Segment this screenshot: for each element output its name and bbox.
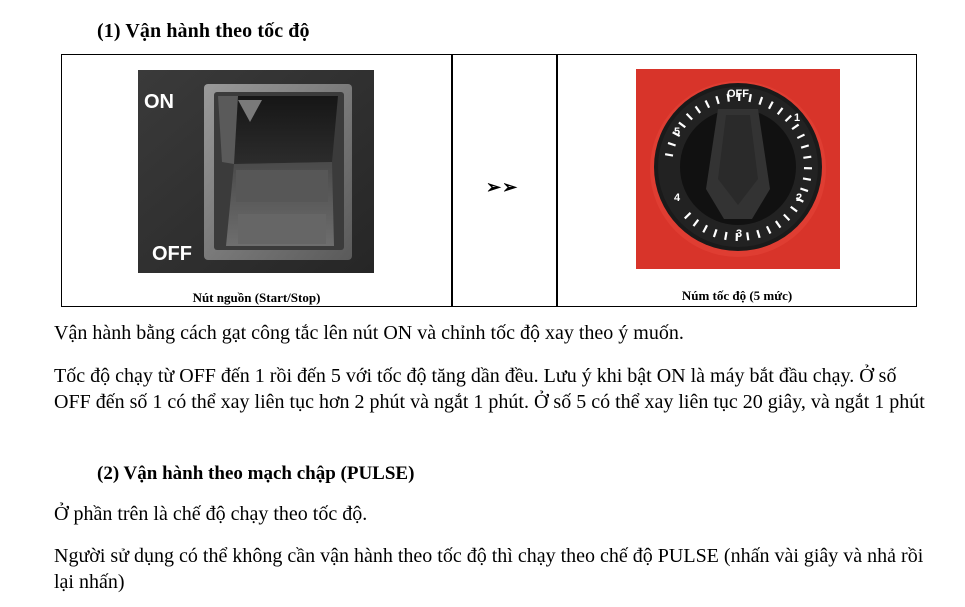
dial-caption: Núm tốc độ (5 mức) [681, 288, 793, 303]
dial-mark-4: 4 [674, 192, 681, 204]
dial-tick [747, 232, 748, 240]
section-1-heading: (1) Vận hành theo tốc độ [97, 20, 310, 42]
dial-tick [665, 154, 673, 155]
dial-tick [803, 157, 811, 158]
dial-tick [725, 232, 726, 240]
table-divider [556, 55, 558, 306]
switch-on-label: ON [144, 91, 174, 113]
figure-table [61, 54, 917, 307]
dial-mark-5: 5 [674, 126, 681, 138]
dial-mark-2: 2 [796, 192, 803, 204]
switch-off-label: OFF [152, 243, 192, 265]
speed-dial-image [636, 69, 840, 269]
switch-caption: Nút nguồn (Start/Stop) [192, 290, 321, 305]
arrow-icon: ➢➢ [486, 177, 519, 197]
dial-mark-1: 1 [794, 112, 801, 124]
paragraph: Ở phần trên là chế độ chạy theo tốc độ. [54, 503, 368, 525]
table-divider [451, 55, 453, 306]
power-switch-image [138, 70, 374, 273]
paragraph: Người sử dụng có thể không cần vận hành theo tốc độ thì chạy theo chế độ PULSE (nhấn vài giây và nhả rồi lại nhấn) [54, 545, 924, 593]
dial-tick [749, 94, 750, 102]
paragraph: Tốc độ chạy từ OFF đến 1 rồi đến 5 với tốc độ tăng dần đều. Lưu ý khi bật ON là máy bắt đầu chạy. Ở số OFF đến số 1 có thể xay liên tục hơn 2 phút và ngắt 1 phút. Ở số 5 có thể xay liên tục 20 giây, và ngắt 1 phút [54, 365, 925, 413]
section-2-heading: (2) Vận hành theo mạch chập (PULSE) [97, 463, 415, 484]
dial-tick [803, 178, 811, 179]
dial-mark-3: 3 [736, 228, 743, 240]
paragraph: Vận hành bằng cách gạt công tắc lên nút ON và chỉnh tốc độ xay theo ý muốn. [54, 322, 684, 344]
dial-off-label: OFF [727, 88, 749, 100]
